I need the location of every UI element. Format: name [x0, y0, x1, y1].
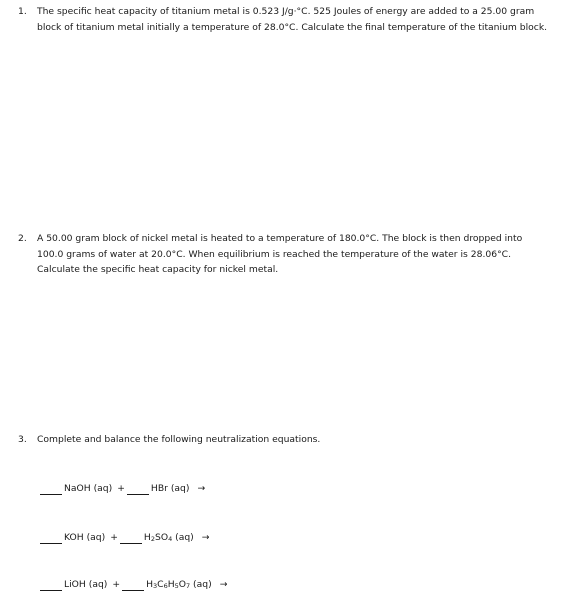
base-reactant: KOH (aq): [64, 532, 106, 543]
question-text: The specific heat capacity of titanium metal is 0.523 J/g·°C. 525 Joules of energy are added to a 25.00 gram block of titanium metal initially a temperature of 28.0°C. Calculate the final temperature of the titanium block.: [37, 6, 548, 33]
equation-2: [40, 532, 209, 544]
reaction-arrow: →: [197, 483, 206, 494]
reaction-arrow: →: [201, 532, 210, 543]
coefficient-blank-acid[interactable]: [120, 533, 142, 544]
acid-reactant: $H_3C_6H_5O_7$ (aq): [146, 579, 212, 590]
question-number: 1.: [18, 6, 27, 17]
question-text: A 50.00 gram block of nickel metal is heated to a temperature of 180.0°C. The block is then dropped into 100.0 grams of water at 20.0°C. When equilibrium is reached the temperature of the water is 28.06°C. Calculate the specific heat capacity for nickel metal.: [37, 233, 523, 275]
base-reactant: NaOH (aq): [64, 483, 113, 494]
plus-sign: +: [117, 483, 125, 494]
coefficient-blank-base[interactable]: [40, 580, 62, 591]
base-reactant: LiOH (aq): [64, 579, 108, 590]
coefficient-blank-acid[interactable]: [122, 580, 144, 591]
acid-reactant: $H_2SO_4$ (aq): [143, 532, 194, 543]
coefficient-blank-acid[interactable]: [127, 484, 149, 495]
plus-sign: +: [112, 579, 121, 590]
coefficient-blank-base[interactable]: [40, 484, 62, 495]
question-2: [18, 231, 548, 278]
equation-1: [40, 483, 205, 495]
question-number: 3.: [18, 434, 27, 445]
question-3: [18, 432, 548, 448]
plus-sign: +: [110, 532, 118, 543]
reaction-arrow: →: [219, 579, 228, 590]
question-1: [18, 4, 548, 35]
acid-reactant: HBr (aq): [150, 483, 190, 494]
coefficient-blank-base[interactable]: [40, 533, 62, 544]
equation-3: [40, 579, 227, 591]
question-number: 2.: [18, 233, 27, 244]
question-text: Complete and balance the following neutralization equations.: [37, 434, 321, 445]
